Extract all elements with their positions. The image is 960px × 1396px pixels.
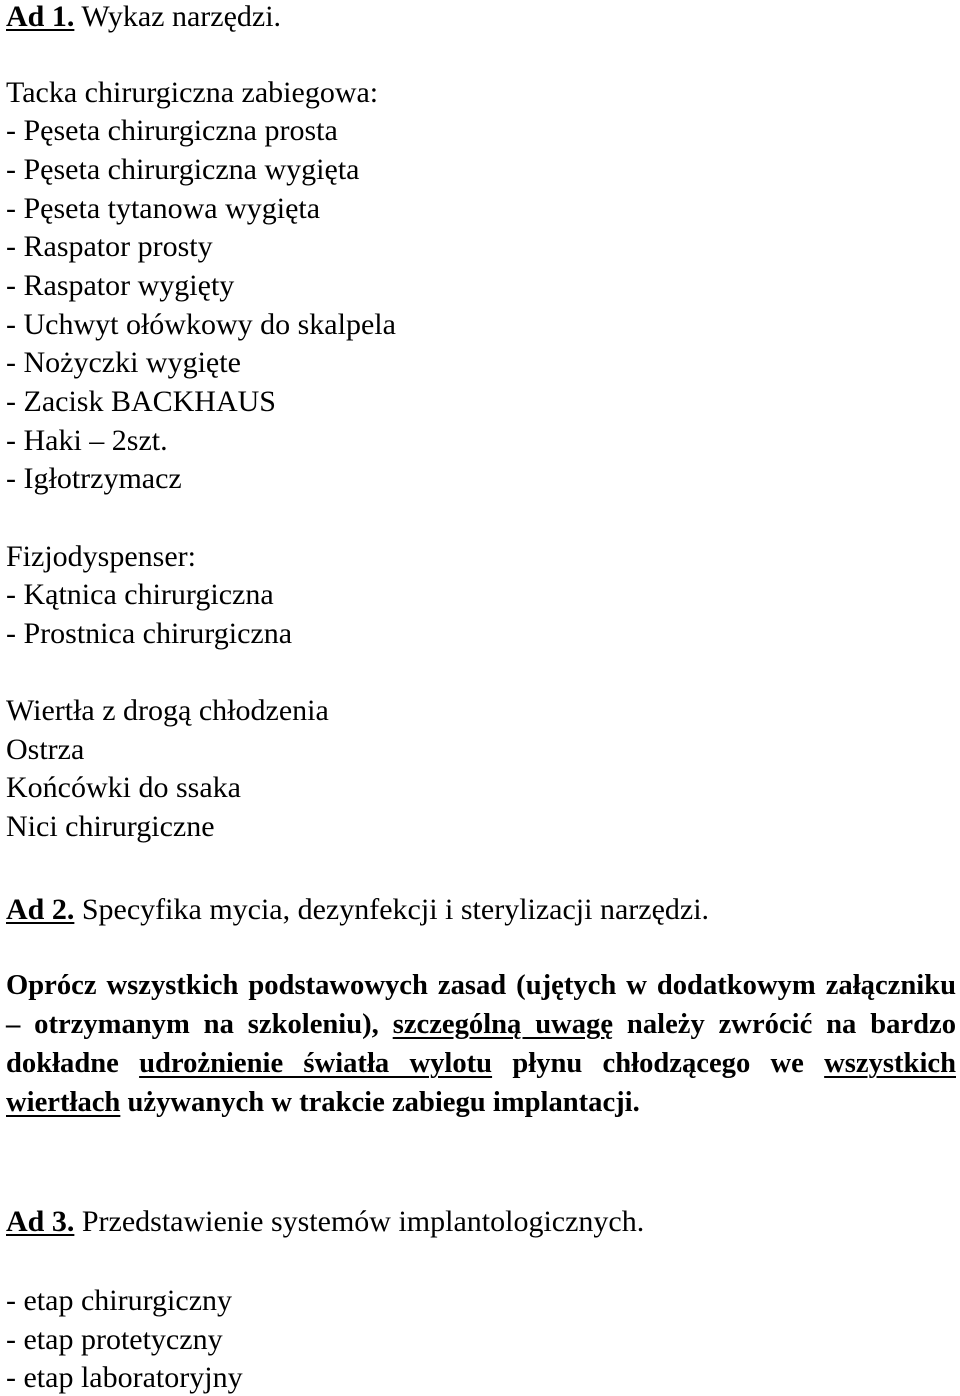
physiodispenser-item: - Kątnica chirurgiczna <box>6 578 274 611</box>
stage-item: - etap protetyczny <box>6 1323 223 1356</box>
other-item: Nici chirurgiczne <box>6 810 215 843</box>
tray-item: - Raspator wygięty <box>6 269 235 302</box>
other-item: Ostrza <box>6 733 85 766</box>
tray-item: - Pęseta chirurgiczna prosta <box>6 114 338 147</box>
section1-number: Ad 1. <box>6 0 75 33</box>
tray-item: - Pęseta chirurgiczna wygięta <box>6 153 360 186</box>
paragraph-text: należy zwrócić na bardzo dokładne <box>6 1009 956 1079</box>
section3-number: Ad 3. <box>6 1205 75 1238</box>
section2-number: Ad 2. <box>6 893 75 926</box>
tray-item: - Zacisk BACKHAUS <box>6 385 276 418</box>
paragraph-emphasis: wszystkich wiertłach <box>6 1048 956 1118</box>
section2-heading <box>6 893 709 927</box>
cleaning-paragraph <box>6 966 956 1122</box>
section1-title: Wykaz narzędzi. <box>81 0 282 33</box>
stage-item: - etap laboratoryjny <box>6 1361 243 1394</box>
tray-item: - Uchwyt ołówkowy do skalpela <box>6 308 396 341</box>
paragraph-text: Oprócz wszystkich podstawowych zasad (ujętych w dodatkowym załączniku – otrzymanym na szkoleniu), <box>6 970 956 1040</box>
physiodispenser-heading: Fizjodyspenser: <box>6 540 196 573</box>
other-item: Wiertła z drogą chłodzenia <box>6 694 329 727</box>
tray-item: - Pęseta tytanowa wygięta <box>6 192 321 225</box>
tray-item: - Raspator prosty <box>6 230 213 263</box>
section3-title: Przedstawienie systemów implantologicznych. <box>81 1205 645 1238</box>
paragraph-text: płynu chłodzącego we <box>492 1048 825 1079</box>
paragraph-emphasis: udrożnienie światła wylotu <box>139 1048 493 1079</box>
paragraph-emphasis: szczególną uwagę <box>392 1009 614 1040</box>
tray-item: - Nożyczki wygięte <box>6 346 241 379</box>
paragraph-text: używanych w trakcie zabiegu implantacji. <box>120 1087 640 1118</box>
physiodispenser-item: - Prostnica chirurgiczna <box>6 617 293 650</box>
other-item: Końcówki do ssaka <box>6 771 241 804</box>
tray-item: - Igłotrzymacz <box>6 462 182 495</box>
section3-heading <box>6 1205 644 1239</box>
section2-title: Specyfika mycia, dezynfekcji i sterylizacji narzędzi. <box>81 893 710 926</box>
tray-heading: Tacka chirurgiczna zabiegowa: <box>6 76 379 109</box>
stage-item: - etap chirurgiczny <box>6 1284 233 1317</box>
section1-heading <box>6 0 281 34</box>
tray-item: - Haki – 2szt. <box>6 424 168 457</box>
